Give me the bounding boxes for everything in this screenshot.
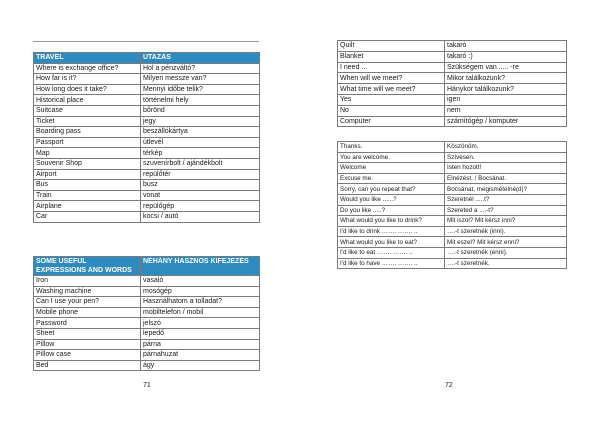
english-cell: Suitcase <box>34 105 141 116</box>
table-row <box>34 201 260 212</box>
table-row <box>338 73 567 84</box>
table-row <box>34 158 260 169</box>
hungarian-cell: Szükségem van ..... -re <box>445 62 567 73</box>
english-cell: Sheet <box>34 328 141 339</box>
table-row <box>34 84 260 95</box>
english-cell: Sorry, can you repeat that? <box>338 184 445 195</box>
english-cell: Bus <box>34 180 141 191</box>
hungarian-cell: ….-t szeretnék. <box>445 258 567 269</box>
english-cell: Welcome <box>338 163 445 174</box>
table-row <box>338 116 567 127</box>
table-row <box>338 258 567 269</box>
english-cell: What would you like to drink? <box>338 216 445 227</box>
hungarian-cell: takaró :) <box>445 51 567 62</box>
english-cell: Souvenir Shop <box>34 158 141 169</box>
hungarian-cell: párna <box>141 339 260 350</box>
table-header-row <box>34 53 260 64</box>
table-row <box>34 148 260 159</box>
table-row <box>34 350 260 361</box>
english-cell: Bed <box>34 360 141 371</box>
table-row <box>338 237 567 248</box>
english-cell: I'd like to have ……. ……. .. <box>338 258 445 269</box>
english-cell: Blanket <box>338 51 445 62</box>
english-cell: Historical place <box>34 95 141 106</box>
table-row <box>338 173 567 184</box>
english-cell: Thanks. <box>338 142 445 153</box>
hungarian-cell: jelszó <box>141 318 260 329</box>
english-cell: How far is it? <box>34 74 141 85</box>
hungarian-cell: Mit eszel? Mit kérsz enni? <box>445 237 567 248</box>
hungarian-cell: Hánykor találkozunk? <box>445 84 567 95</box>
table-row <box>34 180 260 191</box>
hungarian-cell: vasaló <box>141 276 260 287</box>
table-row <box>338 163 567 174</box>
english-cell: Boarding pass <box>34 127 141 138</box>
hungarian-cell: Szereted a ....-t? <box>445 205 567 216</box>
header-cell: UTAZÁS <box>141 53 260 64</box>
hungarian-cell: nem <box>445 105 567 116</box>
hungarian-cell: busz <box>141 180 260 191</box>
table-row <box>34 74 260 85</box>
hungarian-cell: bőrönd <box>141 105 260 116</box>
hungarian-cell: repülőgép <box>141 201 260 212</box>
hungarian-cell: repülőtér <box>141 169 260 180</box>
english-cell: Iron <box>34 276 141 287</box>
header-cell: SOME USEFUL EXPRESSIONS AND WORDS <box>34 257 141 276</box>
table-row <box>34 360 260 371</box>
hungarian-cell: jegy <box>141 116 260 127</box>
english-cell: Passport <box>34 137 141 148</box>
hungarian-cell: Köszönöm. <box>445 142 567 153</box>
table-row <box>34 276 260 287</box>
english-cell: Washing machine <box>34 286 141 297</box>
hungarian-cell: Elnézést. / Bocsánat. <box>445 173 567 184</box>
hungarian-cell: vonat <box>141 190 260 201</box>
table-row <box>34 339 260 350</box>
table-header-row <box>34 257 260 276</box>
hungarian-cell: történelmi hely <box>141 95 260 106</box>
phrases-table <box>337 141 567 269</box>
english-cell: Map <box>34 148 141 159</box>
english-cell: You are welcome. <box>338 152 445 163</box>
table-row <box>338 184 567 195</box>
table-row <box>338 205 567 216</box>
english-cell: Do you like .....? <box>338 205 445 216</box>
english-cell: What would you like to eat? <box>338 237 445 248</box>
top-rule <box>33 41 259 42</box>
table-row <box>338 152 567 163</box>
hungarian-cell: igen <box>445 94 567 105</box>
hungarian-cell: Isten hozott! <box>445 163 567 174</box>
english-cell: Where is exchange office? <box>34 63 141 74</box>
english-cell: Computer <box>338 116 445 127</box>
english-cell: Can I use your pen? <box>34 297 141 308</box>
english-cell: Excuse me. <box>338 173 445 184</box>
english-cell: Car <box>34 211 141 222</box>
english-cell: Ticket <box>34 116 141 127</box>
table-row <box>34 127 260 138</box>
hungarian-cell: szuvenírbolt / ajándékbolt <box>141 158 260 169</box>
page-number-left: 71 <box>143 382 151 389</box>
hungarian-cell: lepedő <box>141 328 260 339</box>
hungarian-cell: Szeretnél .....t? <box>445 194 567 205</box>
table-row <box>34 169 260 180</box>
table-row <box>338 247 567 258</box>
travel-table <box>33 52 260 223</box>
table-row <box>338 51 567 62</box>
table-row <box>34 95 260 106</box>
words-table <box>337 40 567 127</box>
table-row <box>34 63 260 74</box>
hungarian-cell: mobiltelefon / mobil <box>141 307 260 318</box>
english-cell: I'd like to drink ……. ……. .. <box>338 226 445 237</box>
hungarian-cell: Használhatom a tolladat? <box>141 297 260 308</box>
hungarian-cell: Hol a pénzváltó? <box>141 63 260 74</box>
table-row <box>338 84 567 95</box>
hungarian-cell: Mennyi időbe telik? <box>141 84 260 95</box>
hungarian-cell: ágy <box>141 360 260 371</box>
hungarian-cell: mosógép <box>141 286 260 297</box>
table-row <box>34 190 260 201</box>
table-row <box>34 318 260 329</box>
english-cell: Mobile phone <box>34 307 141 318</box>
english-cell: Pillow <box>34 339 141 350</box>
english-cell: No <box>338 105 445 116</box>
english-cell: I'd like to eat ……. ……. .. <box>338 247 445 258</box>
hungarian-cell: útlevél <box>141 137 260 148</box>
english-cell: Yes <box>338 94 445 105</box>
hungarian-cell: Mit iszol? Mit kérsz inni? <box>445 216 567 227</box>
english-cell: Pillow case <box>34 350 141 361</box>
hungarian-cell: Mikor találkozunk? <box>445 73 567 84</box>
english-cell: I need ... <box>338 62 445 73</box>
table-row <box>338 41 567 52</box>
hungarian-cell: Szívesen. <box>445 152 567 163</box>
table-row <box>34 137 260 148</box>
table-row <box>338 62 567 73</box>
hungarian-cell: párnahuzat <box>141 350 260 361</box>
english-cell: What time will we meet? <box>338 84 445 95</box>
table-row <box>34 211 260 222</box>
english-cell: When will we meet? <box>338 73 445 84</box>
english-cell: Airport <box>34 169 141 180</box>
table-row <box>338 226 567 237</box>
table-row <box>338 194 567 205</box>
english-cell: How long does it take? <box>34 84 141 95</box>
page-number-right: 72 <box>445 382 453 389</box>
english-cell: Airplane <box>34 201 141 212</box>
hungarian-cell: ….-t szeretnék (inni). <box>445 226 567 237</box>
table-row <box>34 307 260 318</box>
table-row <box>338 142 567 153</box>
hungarian-cell: Milyen messze van? <box>141 74 260 85</box>
table-row <box>34 116 260 127</box>
table-row <box>338 105 567 116</box>
table-row <box>34 105 260 116</box>
english-cell: Password <box>34 318 141 329</box>
english-cell: Train <box>34 190 141 201</box>
table-row <box>34 286 260 297</box>
hungarian-cell: takaró <box>445 41 567 52</box>
header-cell: TRAVEL <box>34 53 141 64</box>
hungarian-cell: számítógép / komputer <box>445 116 567 127</box>
table-row <box>34 328 260 339</box>
table-row <box>338 94 567 105</box>
english-cell: Would you like ......? <box>338 194 445 205</box>
hungarian-cell: Bocsánat, megismételné(d)? <box>445 184 567 195</box>
useful-expressions-table <box>33 256 260 371</box>
hungarian-cell: ….-t szeretnék (enni). <box>445 247 567 258</box>
table-row <box>34 297 260 308</box>
table-row <box>338 216 567 227</box>
english-cell: Quilt <box>338 41 445 52</box>
hungarian-cell: beszállókártya <box>141 127 260 138</box>
hungarian-cell: kocsi / autó <box>141 211 260 222</box>
header-cell: NÉHÁNY HASZNOS KIFEJEZÉS <box>141 257 260 276</box>
hungarian-cell: térkép <box>141 148 260 159</box>
